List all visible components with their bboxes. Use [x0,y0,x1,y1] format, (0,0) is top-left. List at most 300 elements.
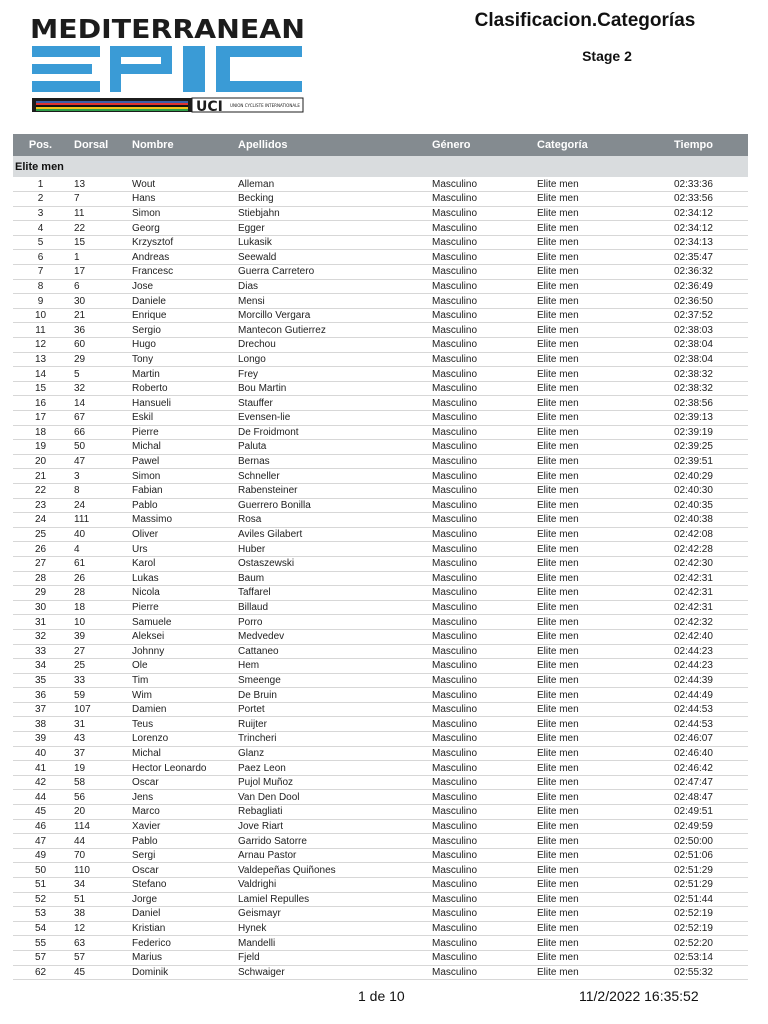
cell-nombre: Sergi [126,848,232,863]
table-row [13,338,748,353]
cell-dorsal: 8 [68,483,126,498]
cell-apellidos: Valdepeñas Quiñones [232,863,426,878]
cell-genero: Masculino [426,761,531,776]
cell-pos: 22 [13,483,68,498]
cell-genero: Masculino [426,688,531,703]
cell-genero: Masculino [426,454,531,469]
cell-pos: 44 [13,790,68,805]
cell-dorsal: 38 [68,907,126,922]
cell-apellidos: Fjeld [232,950,426,965]
column-header-dorsal: Dorsal [68,134,126,156]
cell-nombre: Simon [126,206,232,221]
cell-dorsal: 36 [68,323,126,338]
cell-nombre: Pablo [126,834,232,849]
cell-dorsal: 27 [68,644,126,659]
cell-genero: Masculino [426,644,531,659]
cell-dorsal: 31 [68,717,126,732]
cell-pos: 30 [13,600,68,615]
cell-apellidos: Paluta [232,440,426,455]
cell-apellidos: Valdrighi [232,878,426,893]
cell-pos: 3 [13,206,68,221]
cell-nombre: Enrique [126,308,232,323]
cell-nombre: Jens [126,790,232,805]
cell-dorsal: 29 [68,352,126,367]
cell-apellidos: Porro [232,615,426,630]
cell-dorsal: 111 [68,513,126,528]
table-row [13,688,748,703]
stage-label: Stage 2 [582,48,632,64]
cell-dorsal: 24 [68,498,126,513]
cell-tiempo: 02:52:20 [668,936,748,951]
cell-categoria: Elite men [531,469,668,484]
cell-genero: Masculino [426,702,531,717]
cell-apellidos: Geismayr [232,907,426,922]
cell-apellidos: Stiebjahn [232,206,426,221]
cell-nombre: Sergio [126,323,232,338]
cell-tiempo: 02:42:31 [668,571,748,586]
cell-categoria: Elite men [531,411,668,426]
cell-pos: 38 [13,717,68,732]
cell-genero: Masculino [426,206,531,221]
cell-genero: Masculino [426,571,531,586]
print-datetime: 11/2/2022 16:35:52 [579,988,699,1004]
table-header-row [13,134,748,156]
cell-tiempo: 02:42:31 [668,586,748,601]
cell-nombre: Pierre [126,600,232,615]
table-row [13,600,748,615]
column-header-categoria: Categoría [531,134,668,156]
cell-nombre: Pablo [126,498,232,513]
cell-genero: Masculino [426,527,531,542]
cell-nombre: Hector Leonardo [126,761,232,776]
table-row [13,629,748,644]
cell-apellidos: Schwaiger [232,965,426,980]
cell-categoria: Elite men [531,659,668,674]
cell-pos: 53 [13,907,68,922]
cell-genero: Masculino [426,483,531,498]
cell-apellidos: Ruijter [232,717,426,732]
logo-epic-letters [32,46,302,92]
cell-pos: 32 [13,629,68,644]
cell-dorsal: 4 [68,542,126,557]
cell-pos: 4 [13,221,68,236]
cell-genero: Masculino [426,965,531,980]
cell-dorsal: 20 [68,805,126,820]
cell-tiempo: 02:39:19 [668,425,748,440]
cell-pos: 46 [13,819,68,834]
cell-apellidos: Hem [232,659,426,674]
cell-genero: Masculino [426,308,531,323]
cell-categoria: Elite men [531,761,668,776]
column-header-genero: Género [426,134,531,156]
table-row [13,527,748,542]
cell-categoria: Elite men [531,396,668,411]
cell-dorsal: 61 [68,556,126,571]
cell-dorsal: 47 [68,454,126,469]
cell-pos: 24 [13,513,68,528]
cell-pos: 1 [13,177,68,192]
cell-categoria: Elite men [531,644,668,659]
cell-apellidos: Guerrero Bonilla [232,498,426,513]
cell-dorsal: 43 [68,732,126,747]
table-row [13,586,748,601]
cell-nombre: Oliver [126,527,232,542]
cell-dorsal: 66 [68,425,126,440]
table-row [13,878,748,893]
cell-categoria: Elite men [531,498,668,513]
cell-dorsal: 5 [68,367,126,382]
cell-apellidos: Hynek [232,921,426,936]
table-row [13,834,748,849]
cell-nombre: Karol [126,556,232,571]
table-row [13,571,748,586]
table-row [13,177,748,192]
table-row [13,425,748,440]
column-header-pos: Pos. [13,134,68,156]
logo-epic-text: EPIC [30,14,33,15]
cell-categoria: Elite men [531,950,668,965]
cell-categoria: Elite men [531,805,668,820]
cell-dorsal: 59 [68,688,126,703]
cell-genero: Masculino [426,177,531,192]
cell-nombre: Andreas [126,250,232,265]
cell-pos: 62 [13,965,68,980]
cell-genero: Masculino [426,586,531,601]
document-title: Clasificacion.Categorías [474,10,696,31]
cell-tiempo: 02:34:13 [668,235,748,250]
cell-apellidos: Schneller [232,469,426,484]
cell-dorsal: 67 [68,411,126,426]
cell-genero: Masculino [426,921,531,936]
cell-dorsal: 32 [68,381,126,396]
cell-apellidos: Dias [232,279,426,294]
table-row [13,732,748,747]
cell-nombre: Jorge [126,892,232,907]
cell-pos: 6 [13,250,68,265]
cell-categoria: Elite men [531,454,668,469]
cell-genero: Masculino [426,338,531,353]
cell-dorsal: 25 [68,659,126,674]
cell-genero: Masculino [426,746,531,761]
cell-nombre: Damien [126,702,232,717]
cell-pos: 52 [13,892,68,907]
table-row [13,659,748,674]
cell-tiempo: 02:38:56 [668,396,748,411]
cell-genero: Masculino [426,717,531,732]
cell-nombre: Ole [126,659,232,674]
cell-apellidos: Baum [232,571,426,586]
cell-tiempo: 02:40:38 [668,513,748,528]
cell-apellidos: Arnau Pastor [232,848,426,863]
table-row [13,615,748,630]
cell-dorsal: 30 [68,294,126,309]
cell-apellidos: Smeenge [232,673,426,688]
group-row [13,156,748,177]
cell-tiempo: 02:46:42 [668,761,748,776]
cell-apellidos: Morcillo Vergara [232,308,426,323]
cell-apellidos: Lukasik [232,235,426,250]
cell-categoria: Elite men [531,848,668,863]
cell-nombre: Lukas [126,571,232,586]
cell-tiempo: 02:44:23 [668,659,748,674]
cell-categoria: Elite men [531,513,668,528]
cell-apellidos: Mandelli [232,936,426,951]
table-row [13,381,748,396]
cell-apellidos: De Bruin [232,688,426,703]
cell-tiempo: 02:38:32 [668,367,748,382]
cell-dorsal: 60 [68,338,126,353]
cell-genero: Masculino [426,819,531,834]
cell-categoria: Elite men [531,936,668,951]
cell-nombre: Pawel [126,454,232,469]
cell-genero: Masculino [426,863,531,878]
cell-pos: 14 [13,367,68,382]
column-header-tiempo: Tiempo [668,134,748,156]
cell-genero: Masculino [426,790,531,805]
cell-tiempo: 02:39:51 [668,454,748,469]
table-row [13,892,748,907]
cell-pos: 41 [13,761,68,776]
cell-genero: Masculino [426,775,531,790]
cell-tiempo: 02:42:32 [668,615,748,630]
cell-categoria: Elite men [531,250,668,265]
cell-tiempo: 02:51:44 [668,892,748,907]
cell-dorsal: 10 [68,615,126,630]
cell-nombre: Kristian [126,921,232,936]
table-row [13,644,748,659]
cell-genero: Masculino [426,542,531,557]
cell-tiempo: 02:37:52 [668,308,748,323]
cell-tiempo: 02:53:14 [668,950,748,965]
cell-pos: 36 [13,688,68,703]
cell-pos: 47 [13,834,68,849]
cell-apellidos: Mensi [232,294,426,309]
cell-nombre: Michal [126,746,232,761]
table-row [13,206,748,221]
table-row [13,717,748,732]
cell-categoria: Elite men [531,352,668,367]
cell-pos: 12 [13,338,68,353]
cell-dorsal: 37 [68,746,126,761]
cell-categoria: Elite men [531,965,668,980]
cell-tiempo: 02:49:59 [668,819,748,834]
cell-nombre: Xavier [126,819,232,834]
cell-pos: 5 [13,235,68,250]
cell-nombre: Lorenzo [126,732,232,747]
table-row [13,483,748,498]
table-row [13,294,748,309]
cell-apellidos: Seewald [232,250,426,265]
cell-genero: Masculino [426,221,531,236]
cell-dorsal: 40 [68,527,126,542]
cell-categoria: Elite men [531,177,668,192]
cell-categoria: Elite men [531,206,668,221]
cell-categoria: Elite men [531,790,668,805]
cell-nombre: Daniel [126,907,232,922]
cell-pos: 16 [13,396,68,411]
cell-apellidos: Mantecon Gutierrez [232,323,426,338]
cell-pos: 27 [13,556,68,571]
cell-genero: Masculino [426,323,531,338]
table-row [13,921,748,936]
cell-apellidos: Ostaszewski [232,556,426,571]
cell-genero: Masculino [426,279,531,294]
cell-apellidos: Egger [232,221,426,236]
cell-apellidos: Cattaneo [232,644,426,659]
cell-categoria: Elite men [531,221,668,236]
cell-pos: 57 [13,950,68,965]
cell-categoria: Elite men [531,615,668,630]
cell-pos: 10 [13,308,68,323]
cell-categoria: Elite men [531,673,668,688]
cell-categoria: Elite men [531,834,668,849]
cell-categoria: Elite men [531,527,668,542]
cell-dorsal: 34 [68,878,126,893]
table-row [13,367,748,382]
cell-categoria: Elite men [531,746,668,761]
cell-pos: 19 [13,440,68,455]
cell-nombre: Nicola [126,586,232,601]
table-row [13,440,748,455]
cell-nombre: Teus [126,717,232,732]
cell-apellidos: Trincheri [232,732,426,747]
cell-apellidos: Alleman [232,177,426,192]
cell-nombre: Aleksei [126,629,232,644]
cell-genero: Masculino [426,892,531,907]
cell-tiempo: 02:36:49 [668,279,748,294]
cell-tiempo: 02:44:39 [668,673,748,688]
cell-tiempo: 02:52:19 [668,921,748,936]
cell-tiempo: 02:47:47 [668,775,748,790]
cell-pos: 8 [13,279,68,294]
cell-tiempo: 02:36:32 [668,265,748,280]
table-row [13,279,748,294]
cell-categoria: Elite men [531,921,668,936]
cell-dorsal: 33 [68,673,126,688]
cell-tiempo: 02:44:23 [668,644,748,659]
table-row [13,819,748,834]
cell-categoria: Elite men [531,819,668,834]
cell-categoria: Elite men [531,279,668,294]
table-row [13,192,748,207]
cell-nombre: Georg [126,221,232,236]
cell-tiempo: 02:40:30 [668,483,748,498]
cell-categoria: Elite men [531,775,668,790]
cell-tiempo: 02:36:50 [668,294,748,309]
cell-categoria: Elite men [531,892,668,907]
cell-genero: Masculino [426,411,531,426]
cell-pos: 25 [13,527,68,542]
cell-apellidos: Drechou [232,338,426,353]
cell-dorsal: 28 [68,586,126,601]
cell-genero: Masculino [426,367,531,382]
cell-categoria: Elite men [531,586,668,601]
cell-dorsal: 13 [68,177,126,192]
group-label: Elite men [13,156,748,177]
cell-tiempo: 02:33:36 [668,177,748,192]
cell-nombre: Pierre [126,425,232,440]
cell-categoria: Elite men [531,367,668,382]
cell-dorsal: 7 [68,192,126,207]
cell-genero: Masculino [426,425,531,440]
cell-genero: Masculino [426,615,531,630]
cell-nombre: Fabian [126,483,232,498]
cell-dorsal: 6 [68,279,126,294]
cell-pos: 28 [13,571,68,586]
cell-dorsal: 1 [68,250,126,265]
cell-genero: Masculino [426,498,531,513]
cell-nombre: Federico [126,936,232,951]
cell-dorsal: 70 [68,848,126,863]
cell-apellidos: Taffarel [232,586,426,601]
cell-categoria: Elite men [531,381,668,396]
cell-categoria: Elite men [531,192,668,207]
cell-pos: 34 [13,659,68,674]
cell-apellidos: De Froidmont [232,425,426,440]
cell-nombre: Tony [126,352,232,367]
cell-tiempo: 02:51:29 [668,863,748,878]
cell-nombre: Krzysztof [126,235,232,250]
cell-nombre: Samuele [126,615,232,630]
cell-tiempo: 02:42:31 [668,600,748,615]
cell-genero: Masculino [426,907,531,922]
cell-categoria: Elite men [531,294,668,309]
cell-categoria: Elite men [531,571,668,586]
cell-nombre: Marius [126,950,232,965]
cell-genero: Masculino [426,848,531,863]
cell-genero: Masculino [426,294,531,309]
table-row [13,790,748,805]
table-row [13,235,748,250]
logo-uci-badge: UCI [196,99,223,115]
cell-dorsal: 110 [68,863,126,878]
cell-pos: 35 [13,673,68,688]
cell-pos: 39 [13,732,68,747]
cell-pos: 37 [13,702,68,717]
table-row [13,352,748,367]
cell-tiempo: 02:38:32 [668,381,748,396]
cell-tiempo: 02:38:04 [668,338,748,353]
cell-apellidos: Garrido Satorre [232,834,426,849]
cell-categoria: Elite men [531,556,668,571]
cell-apellidos: Huber [232,542,426,557]
cell-nombre: Oscar [126,863,232,878]
cell-tiempo: 02:55:32 [668,965,748,980]
cell-tiempo: 02:42:40 [668,629,748,644]
cell-tiempo: 02:39:13 [668,411,748,426]
cell-categoria: Elite men [531,878,668,893]
cell-pos: 50 [13,863,68,878]
cell-dorsal: 26 [68,571,126,586]
cell-categoria: Elite men [531,542,668,557]
cell-tiempo: 02:39:25 [668,440,748,455]
cell-apellidos: Bernas [232,454,426,469]
table-row [13,746,748,761]
cell-genero: Masculino [426,265,531,280]
column-header-nombre: Nombre [126,134,232,156]
table-row [13,702,748,717]
cell-pos: 17 [13,411,68,426]
table-row [13,513,748,528]
cell-apellidos: Aviles Gilabert [232,527,426,542]
cell-tiempo: 02:48:47 [668,790,748,805]
cell-nombre: Martin [126,367,232,382]
cell-tiempo: 02:51:29 [668,878,748,893]
cell-dorsal: 15 [68,235,126,250]
cell-tiempo: 02:44:49 [668,688,748,703]
cell-genero: Masculino [426,659,531,674]
cell-apellidos: Van Den Dool [232,790,426,805]
